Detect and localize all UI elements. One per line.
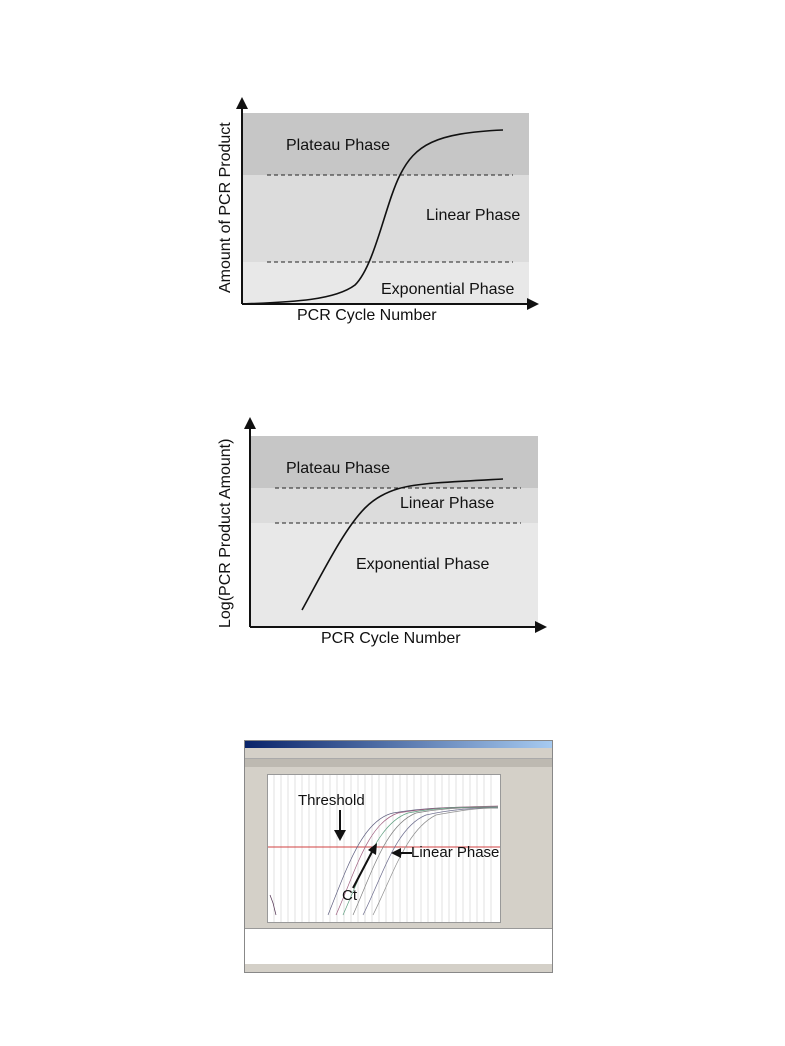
x-axis-label: PCR Cycle Number <box>297 307 437 324</box>
taskbar <box>245 963 552 972</box>
log-amplification-diagram <box>215 413 555 653</box>
linear-phase-label: Linear Phase <box>426 207 521 224</box>
log-plot-svg <box>215 413 555 653</box>
ct-annotation: Ct <box>342 887 357 904</box>
ct-arrow-icon <box>350 842 380 890</box>
linear-phase-label: Linear Phase <box>400 495 495 512</box>
plateau-phase-label: Plateau Phase <box>286 460 391 477</box>
exponential-phase-label: Exponential Phase <box>356 556 490 573</box>
linear-amplification-diagram <box>215 95 555 335</box>
linear-phase-arrow-icon <box>390 845 414 861</box>
analysis-settings-panel <box>507 774 549 921</box>
title-bar <box>245 741 552 748</box>
linear-phase-annotation: Linear Phase <box>411 844 500 861</box>
y-axis-label: Amount of PCR Product <box>217 122 234 293</box>
threshold-arrow-icon <box>330 808 350 842</box>
exponential-phase-label: Exponential Phase <box>381 281 515 298</box>
y-axis-label: Log(PCR Product Amount) <box>217 438 234 628</box>
plate-well-grid <box>245 928 552 963</box>
plateau-phase-label: Plateau Phase <box>286 137 391 154</box>
tab-strip <box>245 759 552 767</box>
threshold-annotation: Threshold <box>298 792 365 809</box>
x-axis-label: PCR Cycle Number <box>321 630 461 647</box>
